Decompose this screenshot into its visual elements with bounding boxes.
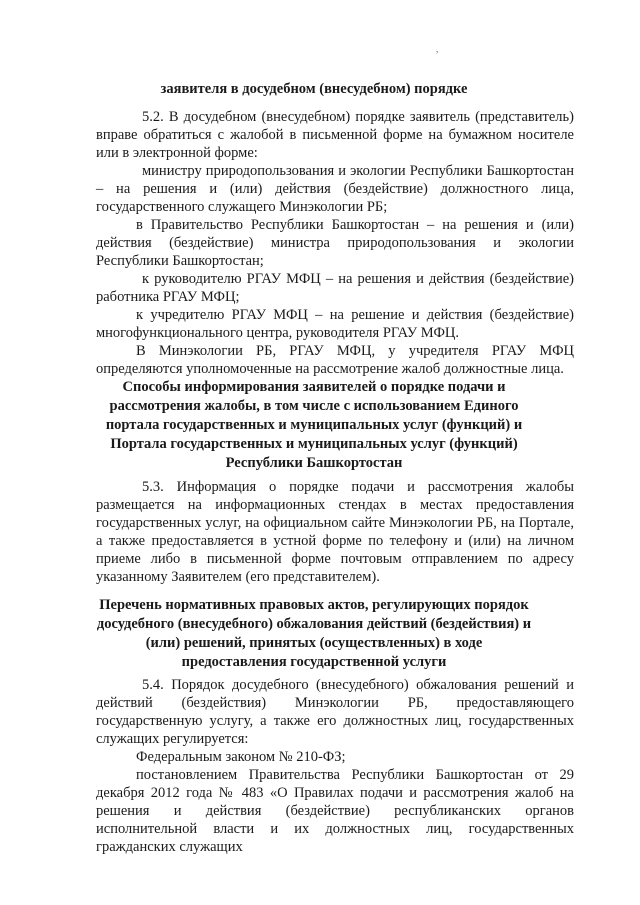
paragraph-5-2: 5.2. В досудебном (внесудебном) порядке заявитель (представитель) вправе обратиться с жалобой в письменной форме на бумажном носителе или в электронной форме: [96, 109, 574, 161]
paragraph-federal-law: Федеральным законом № 210-ФЗ; [136, 749, 346, 765]
paragraph-government-resolution: постановлением Правительства Республики Башкортостан от 29 декабря 2012 года № 483 «О Правилах подачи и рассмотрения жалоб на решения и действия (бездействие) республиканских органов исполнительной власти и их должностных лиц, государственных гражданских служащих [96, 767, 574, 855]
paragraph-authorized-officials: В Минэкологии РБ, РГАУ МФЦ, у учредителя РГАУ МФЦ определяются уполномоченные на рассмотрение жалоб должностные лица. [96, 343, 574, 377]
heading-regulatory-acts: Перечень нормативных правовых актов, регулирующих порядок досудебного (внесудебного) обжалования действий (бездействия) и (или) решений, принятых (осуществленных) в ходе предоставления государственной услуги [96, 597, 532, 670]
paragraph-founder-rgau: к учредителю РГАУ МФЦ – на решение и действия (бездействие) многофункционального центра, руководителя РГАУ МФЦ. [96, 307, 574, 341]
heading-pretrial-procedure: заявителя в досудебном (внесудебном) порядке [160, 81, 468, 97]
page-mark: , [436, 44, 439, 54]
paragraph-government: в Правительство Республики Башкортостан – на решения и (или) действия (бездействие) министра природопользования и экологии Республики Башкортостан; [96, 217, 574, 269]
paragraph-5-4: 5.4. Порядок досудебного (внесудебного) обжалования решений и действий (бездействия) Минэкологии РБ, предоставляющего государственную услугу, а также его должностных лиц, государственных служащих регулируется: [96, 677, 574, 747]
paragraph-minister: министру природопользования и экологии Республики Башкортостан – на решения и (или) действия (бездействие) должностного лица, государственного служащего Минэкологии РБ; [96, 163, 574, 215]
heading-information-methods: Способы информирования заявителей о порядке подачи и рассмотрения жалобы, в том числе с использованием Единого портала государственных и муниципальных услуг (функций) и Портала государственных и муниципальных услуг (функций) Республики Башкортостан [105, 379, 523, 471]
paragraph-head-rgau: к руководителю РГАУ МФЦ – на решения и действия (бездействие) работника РГАУ МФЦ; [96, 271, 574, 305]
paragraph-5-3: 5.3. Информация о порядке подачи и рассмотрения жалобы размещается на информационных стендах в местах предоставления государственных услуг, на официальном сайте Минэкологии РБ, на Портале, а также предоставляется в устной форме по телефону и (или) на личном приеме либо в письменной форме почтовым отправлением по адресу указанному Заявителем (его представителем). [96, 479, 574, 585]
